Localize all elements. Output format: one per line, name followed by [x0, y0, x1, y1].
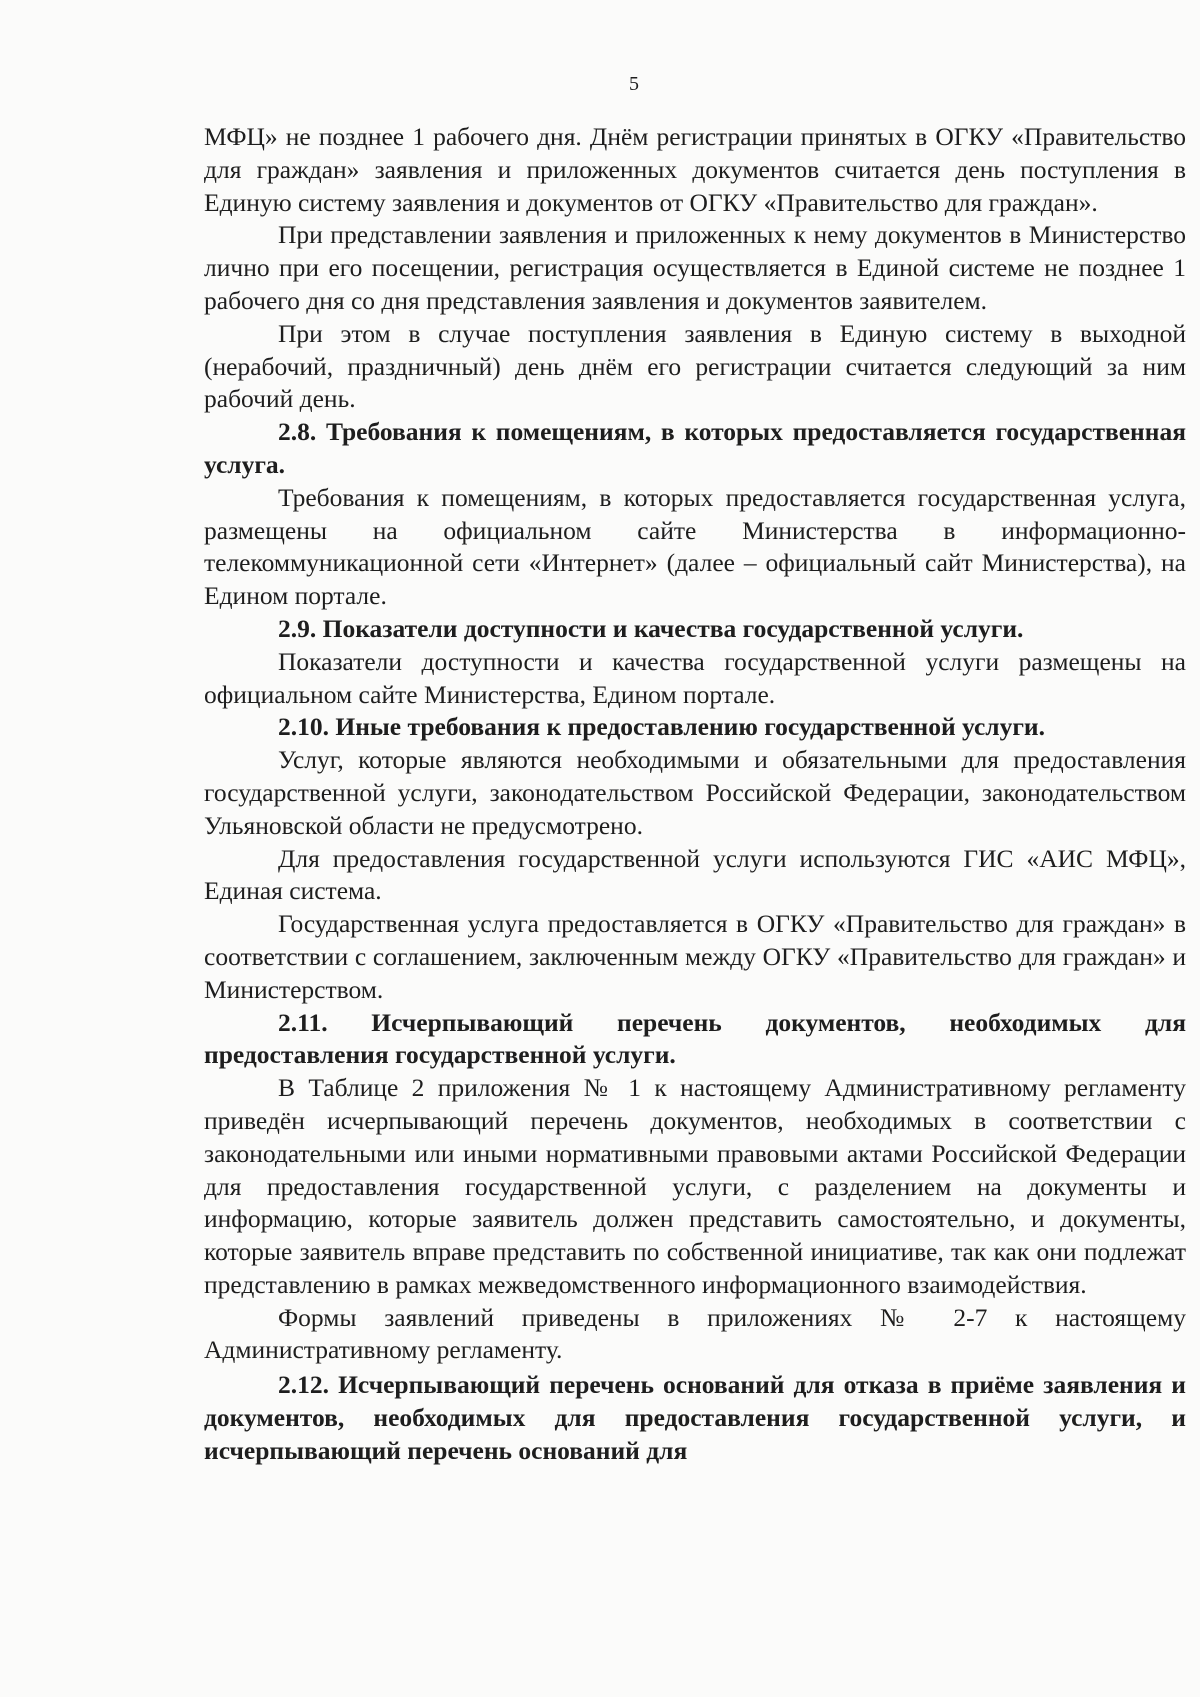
heading-2-10: 2.10. Иные требования к предоставлению государственной услуги. — [278, 712, 1046, 742]
heading-2-8: 2.8. Требования к помещениям, в которых предоставляется государственная услуга. — [204, 417, 1186, 479]
document-body — [204, 121, 1186, 1468]
paragraph-quality-indicators: Показатели доступности и качества государственной услуги размещены на официальном сайте Министерства, Едином портале. — [204, 646, 1186, 709]
heading-2-9: 2.9. Показатели доступности и качества государственной услуги. — [278, 613, 1024, 643]
heading-2-11: 2.11. Исчерпывающий перечень документов, необходимых для предоставления государственной услуги. — [204, 1007, 1186, 1070]
paragraph-systems-used: Для предоставления государственной услуги используются ГИС «АИС МФЦ», Единая система. — [204, 843, 1186, 906]
paragraph-registration-mfc: МФЦ» не позднее 1 рабочего дня. Днём регистрации принятых в ОГКУ «Правительство для граждан» заявления и приложенных документов считается день поступления в Единую систему заявления и документов от ОГКУ «Правительство для граждан». — [204, 122, 1186, 217]
paragraph-registration-ministry: При представлении заявления и приложенных к нему документов в Министерство лично при его посещении, регистрация осуществляется в Единой системе не позднее 1 рабочего дня со дня представления заявления и документов заявителем. — [204, 220, 1186, 315]
paragraph-agreement: Государственная услуга предоставляется в ОГКУ «Правительство для граждан» в соответствии с соглашением, заключенным между ОГКУ «Правительство для граждан» и Министерством. — [204, 909, 1186, 1004]
paragraph-document-list: В Таблице 2 приложения № 1 к настоящему Административному регламенту приведён исчерпывающий перечень документов, необходимых в соответствии с законодательными или иными нормативными правовыми актами Российской Федерации для предоставления государственной услуги, с разделением на документы и информацию, которые заявитель должен представить самостоятельно, и документы, которые заявитель вправе представить по собственной инициативе, так как они подлежат представлению в рамках межведомственного информационного взаимодействия. — [204, 1073, 1186, 1299]
paragraph-application-forms: Формы заявлений приведены в приложениях № 2-7 к настоящему Административному регламенту. — [204, 1302, 1186, 1365]
paragraph-premises-requirements: Требования к помещениям, в которых предоставляется государственная услуга, размещены на официальном сайте Министерства в информационно-телекоммуникационной сети «Интернет» (далее – официальный сайт Министерства), на Едином портале. — [204, 482, 1186, 611]
paragraph-necessary-services: Услуг, которые являются необходимыми и обязательными для предоставления государственной услуги, законодательством Российской Федерации, законодательством Ульяновской области не предусмотрено. — [204, 745, 1186, 840]
page-number: 5 — [629, 73, 639, 95]
heading-2-12: 2.12. Исчерпывающий перечень оснований для отказа в приёме заявления и документов, необходимых для предоставления государственной услуги, и исчерпывающий перечень оснований для — [204, 1370, 1186, 1465]
paragraph-registration-holiday: При этом в случае поступления заявления в Единую систему в выходной (нерабочий, праздничный) день днём его регистрации считается следующий за ним рабочий день. — [204, 318, 1186, 414]
